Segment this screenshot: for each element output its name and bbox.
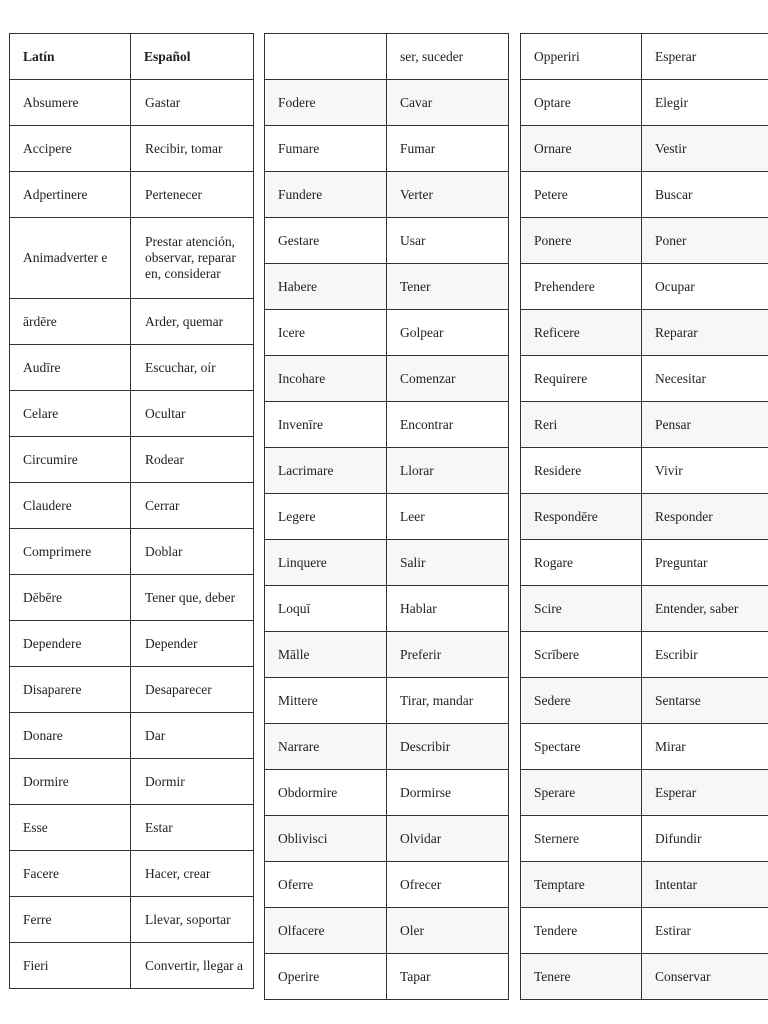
spanish-word: Verter xyxy=(387,172,509,218)
spanish-word: Comenzar xyxy=(387,356,509,402)
latin-word: Lacrimare xyxy=(265,448,387,494)
spanish-word: Estar xyxy=(131,805,254,851)
spanish-word: Mirar xyxy=(642,724,768,770)
spanish-word: Sentarse xyxy=(642,678,768,724)
latin-word: Dependere xyxy=(10,621,131,667)
latin-word: Respondēre xyxy=(521,494,642,540)
spanish-word: Doblar xyxy=(131,529,254,575)
latin-word: Legere xyxy=(265,494,387,540)
latin-word: Oblivisci xyxy=(265,816,387,862)
spanish-word: Dormirse xyxy=(387,770,509,816)
latin-word: Scrībere xyxy=(521,632,642,678)
table-row xyxy=(265,126,509,172)
spanish-word: Pertenecer xyxy=(131,172,254,218)
spanish-word: Cerrar xyxy=(131,483,254,529)
spanish-word: Arder, quemar xyxy=(131,299,254,345)
spanish-word: Pensar xyxy=(642,402,768,448)
latin-word: Sperare xyxy=(521,770,642,816)
latin-word: Temptare xyxy=(521,862,642,908)
table-row xyxy=(265,678,509,724)
spanish-word: Encontrar xyxy=(387,402,509,448)
table-row xyxy=(265,172,509,218)
table-row xyxy=(10,218,254,299)
spanish-word: Tener que, deber xyxy=(131,575,254,621)
spanish-word: Dar xyxy=(131,713,254,759)
vocab-table-3 xyxy=(520,33,768,1000)
table-row xyxy=(265,80,509,126)
latin-word: Scire xyxy=(521,586,642,632)
latin-word: Mālle xyxy=(265,632,387,678)
table-row xyxy=(265,34,509,80)
spanish-word: Llorar xyxy=(387,448,509,494)
table-row xyxy=(10,126,254,172)
spanish-word: Olvidar xyxy=(387,816,509,862)
table-row xyxy=(265,862,509,908)
header-latin: Latín xyxy=(10,34,131,80)
spanish-word: Recibir, tomar xyxy=(131,126,254,172)
spanish-word: Preguntar xyxy=(642,540,768,586)
latin-word: Adpertinere xyxy=(10,172,131,218)
spanish-word: Elegir xyxy=(642,80,768,126)
spanish-word: Esperar xyxy=(642,770,768,816)
spanish-word: Ocupar xyxy=(642,264,768,310)
latin-word: Petere xyxy=(521,172,642,218)
table-row xyxy=(521,494,768,540)
spanish-word: Oler xyxy=(387,908,509,954)
spanish-word: Prestar atención, observar, reparar en, considerar xyxy=(131,218,254,299)
spanish-word: Necesitar xyxy=(642,356,768,402)
table-row xyxy=(521,540,768,586)
latin-word: Disaparere xyxy=(10,667,131,713)
latin-word: Accipere xyxy=(10,126,131,172)
table-row xyxy=(521,264,768,310)
latin-word: Reri xyxy=(521,402,642,448)
spanish-word: Reparar xyxy=(642,310,768,356)
table-row xyxy=(10,667,254,713)
latin-word: Olfacere xyxy=(265,908,387,954)
spanish-word: Entender, saber xyxy=(642,586,768,632)
table-row xyxy=(10,299,254,345)
spanish-word: Golpear xyxy=(387,310,509,356)
spanish-word: Usar xyxy=(387,218,509,264)
table-row xyxy=(521,448,768,494)
spanish-word: Leer xyxy=(387,494,509,540)
spanish-word: Tirar, mandar xyxy=(387,678,509,724)
latin-word: Icere xyxy=(265,310,387,356)
table-row xyxy=(521,172,768,218)
latin-word: Opperiri xyxy=(521,34,642,80)
table-row xyxy=(521,126,768,172)
table-row xyxy=(265,218,509,264)
latin-word: Ferre xyxy=(10,897,131,943)
header-spanish: Español xyxy=(131,34,254,80)
table-row xyxy=(265,494,509,540)
table-row xyxy=(521,770,768,816)
latin-word: Fundere xyxy=(265,172,387,218)
latin-word: Tenere xyxy=(521,954,642,1000)
spanish-word: Responder xyxy=(642,494,768,540)
latin-word: Prehendere xyxy=(521,264,642,310)
latin-word: Sedere xyxy=(521,678,642,724)
latin-word: Dēbēre xyxy=(10,575,131,621)
table-row xyxy=(10,759,254,805)
latin-word: Requirere xyxy=(521,356,642,402)
latin-word: Ponere xyxy=(521,218,642,264)
spanish-word: Intentar xyxy=(642,862,768,908)
table-row xyxy=(10,575,254,621)
latin-word: Oferre xyxy=(265,862,387,908)
table-row xyxy=(521,402,768,448)
table-row xyxy=(10,713,254,759)
table-row xyxy=(10,483,254,529)
spanish-word: Difundir xyxy=(642,816,768,862)
table-row xyxy=(265,356,509,402)
latin-word: Fieri xyxy=(10,943,131,989)
spanish-word: Rodear xyxy=(131,437,254,483)
table-row xyxy=(521,908,768,954)
spanish-word: Esperar xyxy=(642,34,768,80)
table-row xyxy=(265,724,509,770)
latin-word: Donare xyxy=(10,713,131,759)
latin-word: Rogare xyxy=(521,540,642,586)
table-row xyxy=(521,816,768,862)
latin-word: Incohare xyxy=(265,356,387,402)
table-row xyxy=(10,529,254,575)
latin-word: Dormire xyxy=(10,759,131,805)
table-row xyxy=(265,908,509,954)
table-row xyxy=(10,345,254,391)
latin-word: Gestare xyxy=(265,218,387,264)
table-row xyxy=(521,862,768,908)
spanish-word: Ocultar xyxy=(131,391,254,437)
table-row xyxy=(521,310,768,356)
vocab-table-2 xyxy=(264,33,509,1000)
latin-word: Celare xyxy=(10,391,131,437)
latin-word: Fodere xyxy=(265,80,387,126)
latin-word: Linquere xyxy=(265,540,387,586)
spanish-word: Escribir xyxy=(642,632,768,678)
table-row xyxy=(265,770,509,816)
spanish-word: Dormir xyxy=(131,759,254,805)
latin-word: Loquī xyxy=(265,586,387,632)
latin-word: Operire xyxy=(265,954,387,1000)
spanish-word: Salir xyxy=(387,540,509,586)
table-row xyxy=(265,264,509,310)
latin-word: Facere xyxy=(10,851,131,897)
latin-word: Fumare xyxy=(265,126,387,172)
table-row xyxy=(10,943,254,989)
spanish-word: Depender xyxy=(131,621,254,667)
table-row xyxy=(10,80,254,126)
table-row xyxy=(521,724,768,770)
spanish-word: Hablar xyxy=(387,586,509,632)
table-row xyxy=(521,586,768,632)
latin-word: Audīre xyxy=(10,345,131,391)
latin-word: Claudere xyxy=(10,483,131,529)
table-row xyxy=(521,34,768,80)
latin-word: Esse xyxy=(10,805,131,851)
latin-word: Ornare xyxy=(521,126,642,172)
spanish-word: Tapar xyxy=(387,954,509,1000)
latin-word: Comprimere xyxy=(10,529,131,575)
table-row xyxy=(10,851,254,897)
latin-word: Sternere xyxy=(521,816,642,862)
table-row xyxy=(10,897,254,943)
table-header-row xyxy=(10,34,254,80)
table-row xyxy=(265,402,509,448)
latin-word: Spectare xyxy=(521,724,642,770)
latin-word: Optare xyxy=(521,80,642,126)
spanish-word: Buscar xyxy=(642,172,768,218)
latin-word: Obdormire xyxy=(265,770,387,816)
spanish-word: Preferir xyxy=(387,632,509,678)
spanish-word: Describir xyxy=(387,724,509,770)
spanish-word: Desaparecer xyxy=(131,667,254,713)
latin-word: Invenīre xyxy=(265,402,387,448)
latin-word: Absumere xyxy=(10,80,131,126)
table-row xyxy=(265,816,509,862)
table-row xyxy=(521,954,768,1000)
table-row xyxy=(10,621,254,667)
latin-word xyxy=(265,34,387,80)
spanish-word: Escuchar, oír xyxy=(131,345,254,391)
spanish-word: Poner xyxy=(642,218,768,264)
table-row xyxy=(265,310,509,356)
spanish-word: Gastar xyxy=(131,80,254,126)
table-row xyxy=(10,391,254,437)
spanish-word: Vestir xyxy=(642,126,768,172)
latin-word: Circumire xyxy=(10,437,131,483)
spanish-word: Llevar, soportar xyxy=(131,897,254,943)
latin-word: Mittere xyxy=(265,678,387,724)
latin-word: Narrare xyxy=(265,724,387,770)
latin-word: Tendere xyxy=(521,908,642,954)
spanish-word: Estirar xyxy=(642,908,768,954)
spanish-word: Convertir, llegar a xyxy=(131,943,254,989)
latin-word: Residere xyxy=(521,448,642,494)
table-row xyxy=(10,437,254,483)
table-row xyxy=(521,218,768,264)
spanish-word: Cavar xyxy=(387,80,509,126)
table-row xyxy=(265,954,509,1000)
table-row xyxy=(10,805,254,851)
spanish-word: Ofrecer xyxy=(387,862,509,908)
table-row xyxy=(521,632,768,678)
spanish-word: ser, suceder xyxy=(387,34,509,80)
latin-word: Animadverter e xyxy=(10,218,131,299)
spanish-word: Hacer, crear xyxy=(131,851,254,897)
spanish-word: Tener xyxy=(387,264,509,310)
table-row xyxy=(265,448,509,494)
table-row xyxy=(265,632,509,678)
latin-word: ārdēre xyxy=(10,299,131,345)
table-row xyxy=(521,80,768,126)
latin-word: Habere xyxy=(265,264,387,310)
table-row xyxy=(265,540,509,586)
table-row xyxy=(521,678,768,724)
spanish-word: Vivir xyxy=(642,448,768,494)
table-row xyxy=(10,172,254,218)
table-row xyxy=(521,356,768,402)
spanish-word: Conservar xyxy=(642,954,768,1000)
table-row xyxy=(265,586,509,632)
spanish-word: Fumar xyxy=(387,126,509,172)
latin-word: Reficere xyxy=(521,310,642,356)
vocab-table-1 xyxy=(9,33,254,989)
